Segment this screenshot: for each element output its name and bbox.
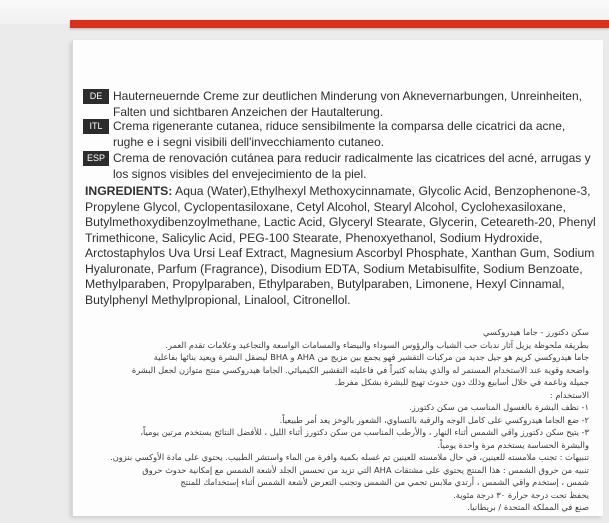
arabic-line: واضحة وقوية عند الاستخدام المستمر له والذي يشابه كثيراً في فاعليته التقشير الكيميائي. الجاما هيدروكسي منتج متوازن لجعل البشرة xyxy=(131,364,589,375)
arabic-text-block xyxy=(87,326,589,514)
lang-text-itl: Crema rigenerante cutanea, riduce sensibilmente la comparsa delle cicatrici da acne, rughe e i segni visibili dell'invecchiamento cutaneo. xyxy=(113,119,566,149)
arabic-line: الاستخدام : xyxy=(549,389,589,400)
arabic-line: والبشرة الحساسة يستخدم مرة واحدة يومياً. xyxy=(437,439,589,450)
lang-tag-itl: ITL xyxy=(83,119,109,134)
arabic-line: بطريقة ملحوظة يزيل آثار ندبات حب الشباب والرؤوس السوداء والبيضاء والمسامات الواسعة والتجاعيد وعلامات تقدم العمر. xyxy=(165,339,589,350)
arabic-line: شمس ، إستخدم واقي الشمس ، أرتدي ملابس تحمي من الشمس وتجنب التعرض لأشعة الشمس أثناء إستخدامك للمنتج xyxy=(180,477,589,487)
ingredients-block xyxy=(85,184,597,308)
lang-text-esp: Crema de renovación cutánea para reducir radicalmente las cicatrices del acné, arrugas y los signos visibles del envejecimiento de la piel. xyxy=(113,151,591,181)
arabic-line: ١- نظف البشرة بالغسول المناسب من سكن دكتورز. xyxy=(409,402,589,412)
arabic-line: سكن دكتورز - جاما هيدروكسي xyxy=(483,327,589,337)
arabic-line: جاما هيدروكسي كريم هو جيل جديد من مركبات التقشير فهو يجمع بين مزيج من AHA و BHA ليصقل البشرة ويعيد بنائها بفاعلية xyxy=(153,352,589,362)
ingredients-text: Aqua (Water),Ethylhexyl Methoxycinnamate, Glycolic Acid, Benzophenone-3, Propylene Glycol, Cyclopentasiloxane, Cetyl Alcohol, Stearyl Alcohol, Cyclohexasiloxane, Butylmethoxydibenzoylmethane, Lactic Acid, Glyceryl Stearate, Glycerin, Ceteareth-20, Phenyl Trimethicone, Salicylic Acid, PEG-100 Stearate, Phenoxyethanol, Sodium Hydroxide, Arctostaphylos Uva Ursi Leaf Extract, Magnesium Ascorbyl Phosphate, Xanthan Gum, Sodium Hyaluronate, Parfum (Fragrance), Disodium EDTA, Sodium Metabisulfite, Sodium Benzoate, Methylparaben, Propylparaben, Ethylparaben, Butylparaben, Limonene, Hexyl Cinnamal, Butylphenyl Methylpropional, Linalool, Citronellol. xyxy=(85,184,596,307)
arabic-line: جميلة وناعمة في خلال أسابيع وذلك دون حدوث تهيج للبشرة بشكل مفرط. xyxy=(334,377,589,387)
arabic-line: تنبيه من حروق الشمس : هذا المنتج يحتوي على مشتقات AHA التي تزيد من تحسس الجلد لأشعة الشمس مع إمكانية حدوث حروق xyxy=(142,464,589,475)
arabic-line: ٢- ضع الجاما هيدروكسي على كامل الوجه والرقبة بالتساوي، الشعور بالوخز يعد أمر طبيعياً. xyxy=(279,414,589,425)
arabic-line: صنع في المملكة المتحدة / بريطانيا. xyxy=(467,502,589,512)
arabic-line: ٣- يتيح سكن دكتورز واقي الشمس أثناء النهار ، والأرطب المناسب من سكن دكتورز أثناء الليل ، للأفضل النتائج يستخدم مرتين يومياً، xyxy=(140,427,589,437)
red-stripe xyxy=(70,20,609,28)
lang-text-de: Hauterneuernde Creme zur deutlichen Minderung von Aknevernarbungen, Unreinheiten, Falten und sichtbaren Anzeichen der Hautalterung. xyxy=(113,89,582,119)
lang-tag-de: DE xyxy=(83,89,109,104)
package-label-panel xyxy=(72,40,603,516)
arabic-line: تنبيهات : تجنب ملامسته للعينين، في حال ملامسته للعينين تم غسله بكمية وافرة من الماء واستشر الطبيب. يحتوي على مادة الأوكسي بنزون. xyxy=(110,452,589,462)
ingredients-label: INGREDIENTS: xyxy=(85,184,173,198)
arabic-line: يحفظ تحت درجة حرارة ٣٠ درجة مئوية. xyxy=(453,489,589,500)
lang-tag-esp: ESP xyxy=(83,151,109,166)
